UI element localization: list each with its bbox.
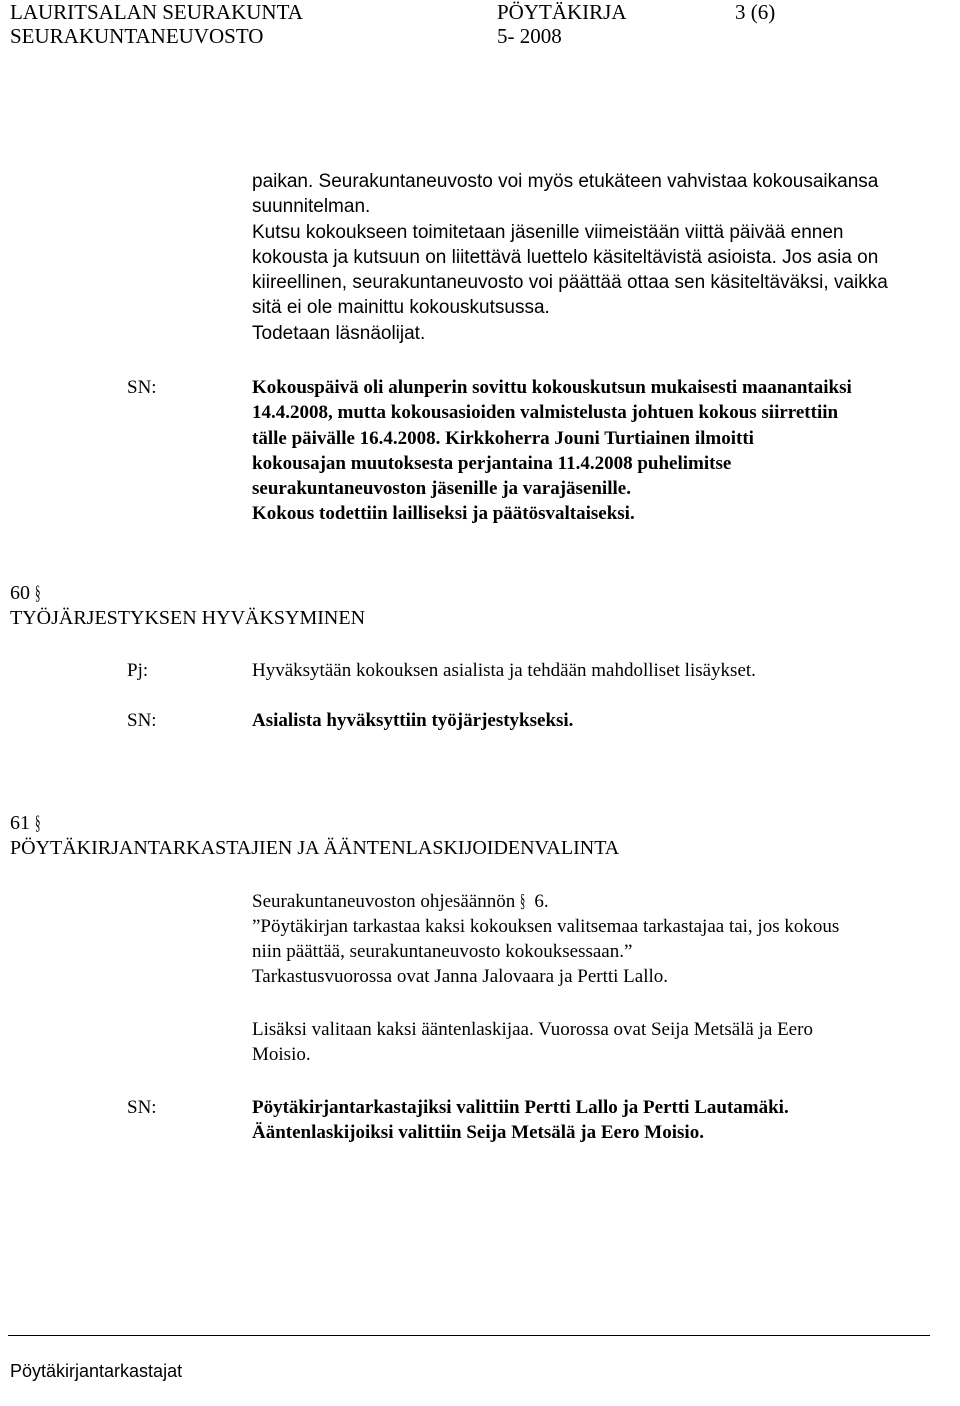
counters-line: Lisäksi valitaan kaksi ääntenlaskijaa. Vuorossa ovat Seija Metsälä ja Eero [252, 1019, 813, 1040]
section-60-number [10, 581, 45, 606]
quote-paragraph [252, 914, 839, 989]
quote-line: Tarkastusvuorossa ovat Janna Jalovaara ja Pertti Lallo. [252, 966, 669, 987]
decision-label: SN: [127, 710, 157, 731]
document-number: 5- 2008 [497, 24, 562, 48]
counters-paragraph [252, 1017, 813, 1067]
decision-line: seurakuntaneuvoston jäsenille ja varajäsenille. [252, 478, 631, 500]
section-number: 61 [10, 812, 30, 834]
rule-reference-text: Seurakuntaneuvoston ohjesäännön [252, 891, 516, 912]
section-61-number [10, 811, 45, 836]
intro-line: suunnitelman. [252, 196, 371, 218]
rule-reference [252, 889, 549, 914]
intro-line: paikan. Seurakuntaneuvosto voi myös etukäteen vahvistaa kokousaikansa [252, 171, 879, 192]
decision-label: SN: [127, 377, 157, 398]
decision-text [252, 375, 852, 527]
intro-paragraph [252, 169, 888, 346]
decision-text [252, 1095, 789, 1146]
decision-line: Kokous todettiin lailliseksi ja päätösvaltaiseksi. [252, 503, 635, 525]
section-61-title: PÖYTÄKIRJANTARKASTAJIEN JA ÄÄNTENLASKIJOIDENVALINTA [10, 837, 620, 859]
decision-line: Kokouspäivä oli alunperin sovittu kokouskutsun mukaisesti maanantaiksi [252, 377, 852, 398]
quote-line: ”Pöytäkirjan tarkastaa kaksi kokouksen valitsemaa tarkastajaa tai, jos kokous [252, 916, 840, 937]
section-symbol: § [520, 891, 526, 912]
intro-line: kokousta ja kutsuun on liitettävä luettelo käsiteltävistä asioista. Jos asia on [252, 246, 879, 268]
section-60-title: TYÖJÄRJESTYKSEN HYVÄKSYMINEN [10, 607, 366, 629]
decision-line: 14.4.2008, mutta kokousasioiden valmistelusta johtuen kokous siirrettiin [252, 402, 839, 424]
proposal-text: Hyväksytään kokouksen asialista ja tehdään mahdolliset lisäykset. [252, 660, 756, 681]
page-number: 3 (6) [735, 0, 776, 24]
section-number: 60 [10, 582, 30, 604]
decision-label: SN: [127, 1097, 157, 1118]
board-name: SEURAKUNTANEUVOSTO [10, 24, 264, 48]
footer-label: Pöytäkirjantarkastajat [10, 1361, 183, 1381]
counters-line: Moisio. [252, 1044, 311, 1065]
section-symbol: § [35, 812, 41, 834]
decision-line: tälle päivälle 16.4.2008. Kirkkoherra Jouni Turtiainen ilmoitti [252, 427, 754, 449]
decision-line: Pöytäkirjantarkastajiksi valittiin Pertti Lallo ja Pertti Lautamäki. [252, 1097, 789, 1118]
decision-text: Asialista hyväksyttiin työjärjestykseksi. [252, 710, 574, 731]
decision-line: kokousajan muutoksesta perjantaina 11.4.2008 puhelimitse [252, 452, 732, 474]
section-symbol: § [35, 582, 41, 604]
rule-reference-number: 6. [534, 891, 549, 912]
organization-name: LAURITSALAN SEURAKUNTA [10, 0, 303, 24]
decision-line: Ääntenlaskijoiksi valittiin Seija Metsälä ja Eero Moisio. [252, 1122, 704, 1144]
proposal-label: Pj: [127, 660, 149, 681]
intro-line: Kutsu kokoukseen toimitetaan jäsenille viimeistään viittä päivää ennen [252, 221, 844, 243]
intro-line: kiireellinen, seurakuntaneuvosto voi päättää ottaa sen käsiteltäväksi, vaikka [252, 272, 888, 294]
intro-line: sitä ei ole mainittu kokouskutsussa. [252, 297, 550, 319]
quote-line: niin päättää, seurakuntaneuvosto kokouksessaan.” [252, 941, 633, 962]
footer-divider [8, 1335, 930, 1336]
intro-line: Todetaan läsnäolijat. [252, 322, 426, 344]
document-type: PÖYTÄKIRJA [497, 0, 627, 24]
